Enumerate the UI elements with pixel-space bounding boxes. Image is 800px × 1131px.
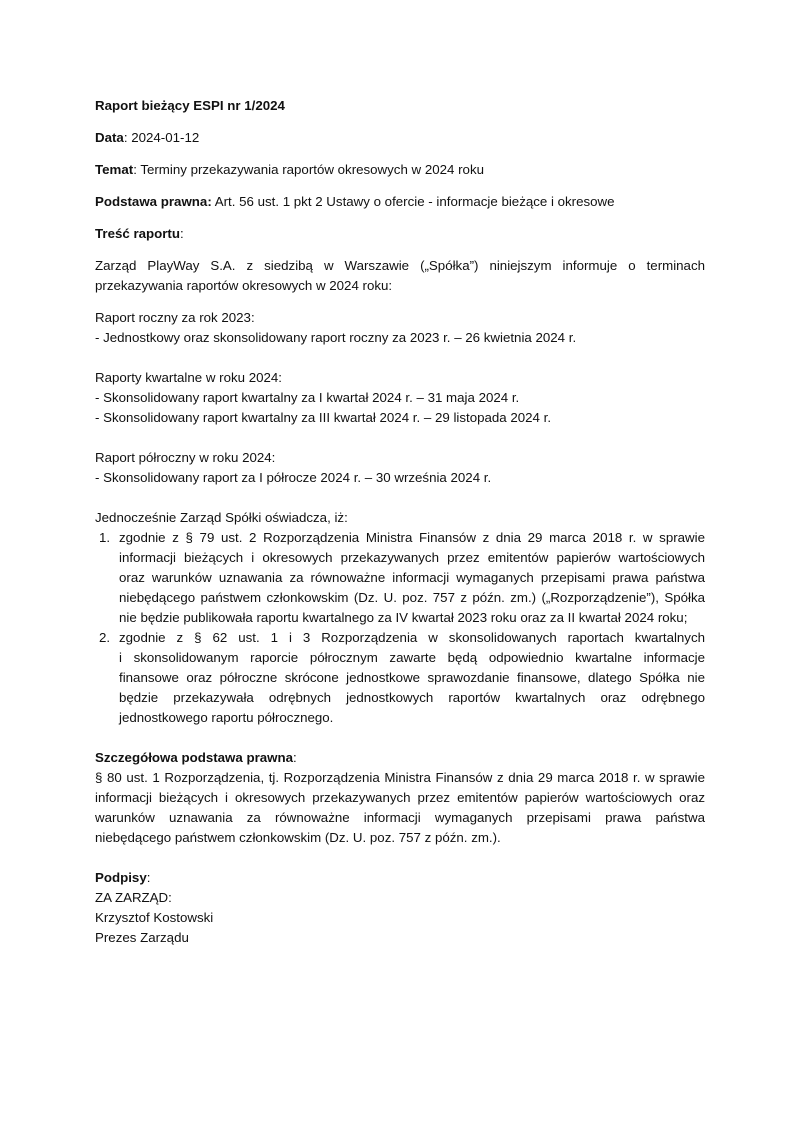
date-label: Data [95, 130, 124, 145]
intro-paragraph: Zarząd PlayWay S.A. z siedzibą w Warszawie („Spółka”) niniejszym informuje o terminach przekazywania raportów okresowych w 2024 roku: [95, 258, 705, 293]
quarterly-item: - Skonsolidowany raport kwartalny za I kwartał 2024 r. – 31 maja 2024 r. [95, 390, 520, 405]
annual-heading: Raport roczny za rok 2023: [95, 310, 255, 325]
report-legal-basis [95, 192, 705, 212]
topic-value: : Terminy przekazywania raportów okresowych w 2024 roku [133, 162, 484, 177]
legal-basis-value: Art. 56 ust. 1 pkt 2 Ustawy o ofercie - informacje bieżące i okresowe [211, 194, 615, 209]
report-title: Raport bieżący ESPI nr 1/2024 [95, 98, 285, 113]
signatures-heading: Podpisy: [95, 870, 151, 885]
declaration-item: 1. zgodnie z § 79 ust. 2 Rozporządzenia Ministra Finansów z dnia 29 marca 2018 r. w sprawie informacji bieżących i okresowych przekazywanych przez emitentów papierów wartościowych oraz warunków uznawania za równoważne informacji wymaganych przepisami prawa państwa niebędącego państwem członkowskim (Dz. U. poz. 757 z późn. zm.) („Rozporządzenie”), Spółka nie będzie publikowała raportu kwartalnego za IV kwartał 2023 roku oraz za II kwartał 2024 roku; [99, 530, 705, 625]
report-document [95, 96, 705, 948]
semiannual-report-section [95, 448, 705, 488]
declaration-list [95, 528, 705, 728]
quarterly-item: - Skonsolidowany raport kwartalny za III kwartał 2024 r. – 29 listopada 2024 r. [95, 410, 552, 425]
signature-name: Krzysztof Kostowski [95, 910, 214, 925]
date-value: : 2024-01-12 [123, 130, 200, 145]
signatures-section [95, 868, 705, 948]
topic-label: Temat [95, 162, 134, 177]
legal-basis-label: Podstawa prawna: [95, 194, 212, 209]
list-number: 1. [99, 530, 111, 545]
report-date [95, 128, 705, 148]
semiannual-heading: Raport półroczny w roku 2024: [95, 450, 276, 465]
annual-item: - Jednostkowy oraz skonsolidowany raport roczny za 2023 r. – 26 kwietnia 2024 r. [95, 330, 577, 345]
detailed-basis-heading: Szczegółowa podstawa prawna: [95, 750, 297, 765]
list-number: 2. [99, 630, 111, 645]
signature-board: ZA ZARZĄD: [95, 890, 172, 905]
report-topic [95, 160, 705, 180]
quarterly-heading: Raporty kwartalne w roku 2024: [95, 370, 282, 385]
content-heading: Treść raportu: [95, 226, 184, 241]
semiannual-item: - Skonsolidowany raport za I półrocze 2024 r. – 30 września 2024 r. [95, 470, 492, 485]
declaration-heading: Jednocześnie Zarząd Spółki oświadcza, iż: [95, 510, 348, 525]
declaration-item: 2. zgodnie z § 62 ust. 1 i 3 Rozporządzenia w skonsolidowanych raportach kwartalnych i skonsolidowanym raporcie półrocznym zawarte będą odpowiednio kwartalne informacje finansowe oraz półroczne skrócone jednostkowe sprawozdanie finansowe, dlatego Spółka nie będzie przekazywała odrębnych jednostkowych raportów kwartalnych oraz odrębnego jednostkowego raportu półrocznego. [99, 630, 705, 725]
signature-role: Prezes Zarządu [95, 930, 189, 945]
annual-report-section [95, 308, 705, 348]
declaration-section [95, 508, 705, 728]
quarterly-report-section [95, 368, 705, 428]
detailed-legal-basis-section: Szczegółowa podstawa prawna: § 80 ust. 1 Rozporządzenia, tj. Rozporządzenia Ministra Finansów z dnia 29 marca 2018 r. w sprawie informacji bieżących i okresowych przekazywanych przez emitentów papierów wartościowych oraz warunków uznawania za równoważne informacji wymaganych przepisami prawa państwa niebędącego państwem członkowskim (Dz. U. poz. 757 z późn. zm.). [95, 750, 705, 845]
